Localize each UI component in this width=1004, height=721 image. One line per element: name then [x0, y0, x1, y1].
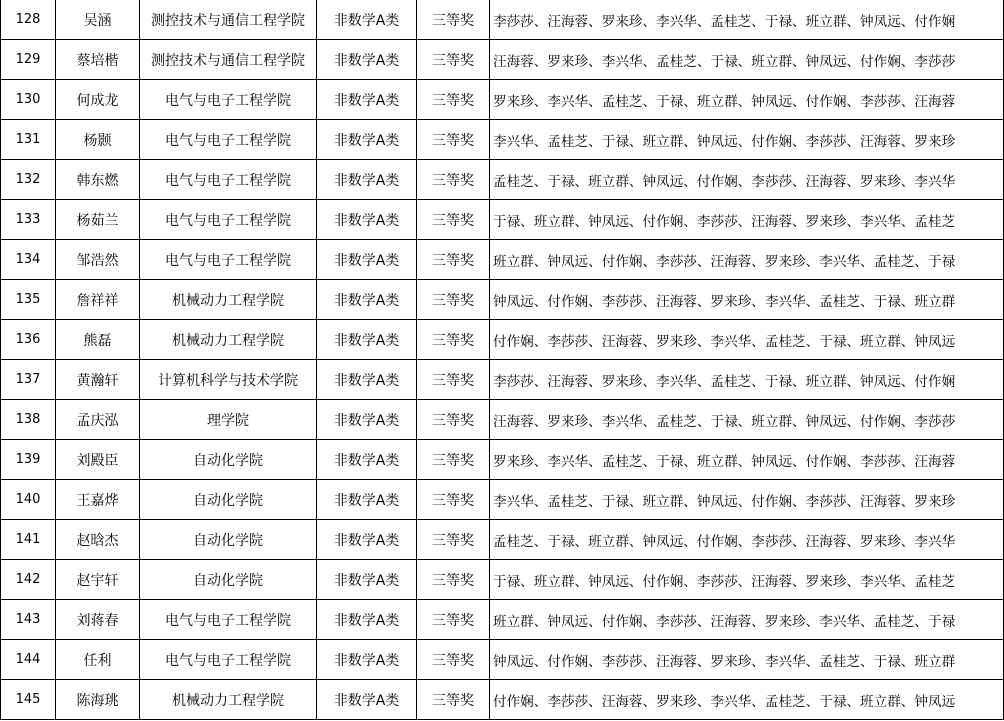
table-row	[1, 200, 1004, 240]
student-name-cell: 黄瀚轩	[56, 360, 140, 400]
competition-category-cell: 非数学A类	[317, 160, 417, 200]
table-row	[1, 440, 1004, 480]
row-number-cell: 140	[1, 480, 56, 520]
student-name-cell: 熊磊	[56, 320, 140, 360]
student-name-cell: 邹浩然	[56, 240, 140, 280]
tutor-list-cell: 付作娴、李莎莎、汪海蓉、罗来珍、李兴华、孟桂芝、于禄、班立群、钟凤远	[490, 680, 1004, 720]
tutor-list-cell: 钟凤远、付作娴、李莎莎、汪海蓉、罗来珍、李兴华、孟桂芝、于禄、班立群	[490, 640, 1004, 680]
competition-category-cell: 非数学A类	[317, 680, 417, 720]
competition-category-cell: 非数学A类	[317, 280, 417, 320]
student-name-cell: 吴涵	[56, 0, 140, 40]
table-row	[1, 320, 1004, 360]
award-level-cell: 三等奖	[417, 160, 490, 200]
table-row	[1, 640, 1004, 680]
student-name-cell: 詹祥祥	[56, 280, 140, 320]
table-row	[1, 160, 1004, 200]
award-level-cell: 三等奖	[417, 560, 490, 600]
competition-category-cell: 非数学A类	[317, 440, 417, 480]
award-level-cell: 三等奖	[417, 120, 490, 160]
row-number-cell: 135	[1, 280, 56, 320]
competition-category-cell: 非数学A类	[317, 640, 417, 680]
competition-category-cell: 非数学A类	[317, 560, 417, 600]
college-name-cell: 电气与电子工程学院	[140, 240, 317, 280]
college-name-cell: 自动化学院	[140, 520, 317, 560]
row-number-cell: 138	[1, 400, 56, 440]
college-name-cell: 电气与电子工程学院	[140, 600, 317, 640]
tutor-list-cell: 李兴华、孟桂芝、于禄、班立群、钟凤远、付作娴、李莎莎、汪海蓉、罗来珍	[490, 120, 1004, 160]
competition-category-cell: 非数学A类	[317, 600, 417, 640]
row-number-cell: 129	[1, 40, 56, 80]
row-number-cell: 139	[1, 440, 56, 480]
award-level-cell: 三等奖	[417, 480, 490, 520]
table-body	[1, 0, 1004, 720]
college-name-cell: 自动化学院	[140, 480, 317, 520]
tutor-list-cell: 汪海蓉、罗来珍、李兴华、孟桂芝、于禄、班立群、钟凤远、付作娴、李莎莎	[490, 400, 1004, 440]
tutor-list-cell: 罗来珍、李兴华、孟桂芝、于禄、班立群、钟凤远、付作娴、李莎莎、汪海蓉	[490, 80, 1004, 120]
student-name-cell: 刘蒋春	[56, 600, 140, 640]
student-name-cell: 杨茹兰	[56, 200, 140, 240]
award-level-cell: 三等奖	[417, 640, 490, 680]
tutor-list-cell: 孟桂芝、于禄、班立群、钟凤远、付作娴、李莎莎、汪海蓉、罗来珍、李兴华	[490, 160, 1004, 200]
tutor-list-cell: 孟桂芝、于禄、班立群、钟凤远、付作娴、李莎莎、汪海蓉、罗来珍、李兴华	[490, 520, 1004, 560]
table-row	[1, 80, 1004, 120]
row-number-cell: 136	[1, 320, 56, 360]
tutor-list-cell: 钟凤远、付作娴、李莎莎、汪海蓉、罗来珍、李兴华、孟桂芝、于禄、班立群	[490, 280, 1004, 320]
college-name-cell: 理学院	[140, 400, 317, 440]
table-row	[1, 480, 1004, 520]
competition-category-cell: 非数学A类	[317, 200, 417, 240]
tutor-list-cell: 于禄、班立群、钟凤远、付作娴、李莎莎、汪海蓉、罗来珍、李兴华、孟桂芝	[490, 560, 1004, 600]
student-name-cell: 王嘉烨	[56, 480, 140, 520]
student-name-cell: 赵晗杰	[56, 520, 140, 560]
competition-category-cell: 非数学A类	[317, 400, 417, 440]
college-name-cell: 测控技术与通信工程学院	[140, 0, 317, 40]
table-row	[1, 40, 1004, 80]
college-name-cell: 电气与电子工程学院	[140, 120, 317, 160]
row-number-cell: 132	[1, 160, 56, 200]
college-name-cell: 计算机科学与技术学院	[140, 360, 317, 400]
college-name-cell: 机械动力工程学院	[140, 280, 317, 320]
award-level-cell: 三等奖	[417, 320, 490, 360]
competition-category-cell: 非数学A类	[317, 240, 417, 280]
student-name-cell: 蔡培楷	[56, 40, 140, 80]
competition-category-cell: 非数学A类	[317, 360, 417, 400]
college-name-cell: 电气与电子工程学院	[140, 160, 317, 200]
award-level-cell: 三等奖	[417, 240, 490, 280]
row-number-cell: 144	[1, 640, 56, 680]
tutor-list-cell: 罗来珍、李兴华、孟桂芝、于禄、班立群、钟凤远、付作娴、李莎莎、汪海蓉	[490, 440, 1004, 480]
competition-category-cell: 非数学A类	[317, 80, 417, 120]
student-name-cell: 韩东燃	[56, 160, 140, 200]
table-row	[1, 520, 1004, 560]
student-name-cell: 孟庆泓	[56, 400, 140, 440]
row-number-cell: 134	[1, 240, 56, 280]
college-name-cell: 测控技术与通信工程学院	[140, 40, 317, 80]
table-row	[1, 240, 1004, 280]
table-row	[1, 360, 1004, 400]
award-level-cell: 三等奖	[417, 40, 490, 80]
row-number-cell: 137	[1, 360, 56, 400]
competition-category-cell: 非数学A类	[317, 40, 417, 80]
award-level-cell: 三等奖	[417, 0, 490, 40]
row-number-cell: 142	[1, 560, 56, 600]
competition-category-cell: 非数学A类	[317, 320, 417, 360]
tutor-list-cell: 班立群、钟凤远、付作娴、李莎莎、汪海蓉、罗来珍、李兴华、孟桂芝、于禄	[490, 240, 1004, 280]
tutor-list-cell: 班立群、钟凤远、付作娴、李莎莎、汪海蓉、罗来珍、李兴华、孟桂芝、于禄	[490, 600, 1004, 640]
award-level-cell: 三等奖	[417, 360, 490, 400]
award-level-cell: 三等奖	[417, 400, 490, 440]
award-level-cell: 三等奖	[417, 520, 490, 560]
college-name-cell: 自动化学院	[140, 440, 317, 480]
tutor-list-cell: 付作娴、李莎莎、汪海蓉、罗来珍、李兴华、孟桂芝、于禄、班立群、钟凤远	[490, 320, 1004, 360]
row-number-cell: 133	[1, 200, 56, 240]
college-name-cell: 自动化学院	[140, 560, 317, 600]
award-level-cell: 三等奖	[417, 680, 490, 720]
competition-category-cell: 非数学A类	[317, 0, 417, 40]
row-number-cell: 130	[1, 80, 56, 120]
table-row	[1, 0, 1004, 40]
student-name-cell: 陈海珧	[56, 680, 140, 720]
row-number-cell: 131	[1, 120, 56, 160]
college-name-cell: 机械动力工程学院	[140, 680, 317, 720]
tutor-list-cell: 李莎莎、汪海蓉、罗来珍、李兴华、孟桂芝、于禄、班立群、钟凤远、付作娴	[490, 0, 1004, 40]
college-name-cell: 机械动力工程学院	[140, 320, 317, 360]
college-name-cell: 电气与电子工程学院	[140, 200, 317, 240]
award-level-cell: 三等奖	[417, 280, 490, 320]
table-row	[1, 120, 1004, 160]
student-name-cell: 任利	[56, 640, 140, 680]
row-number-cell: 143	[1, 600, 56, 640]
college-name-cell: 电气与电子工程学院	[140, 80, 317, 120]
tutor-list-cell: 于禄、班立群、钟凤远、付作娴、李莎莎、汪海蓉、罗来珍、李兴华、孟桂芝	[490, 200, 1004, 240]
competition-category-cell: 非数学A类	[317, 520, 417, 560]
award-level-cell: 三等奖	[417, 80, 490, 120]
award-level-cell: 三等奖	[417, 200, 490, 240]
student-name-cell: 赵宇轩	[56, 560, 140, 600]
tutor-list-cell: 李莎莎、汪海蓉、罗来珍、李兴华、孟桂芝、于禄、班立群、钟凤远、付作娴	[490, 360, 1004, 400]
tutor-list-cell: 李兴华、孟桂芝、于禄、班立群、钟凤远、付作娴、李莎莎、汪海蓉、罗来珍	[490, 480, 1004, 520]
table-row	[1, 600, 1004, 640]
table-row	[1, 560, 1004, 600]
college-name-cell: 电气与电子工程学院	[140, 640, 317, 680]
row-number-cell: 141	[1, 520, 56, 560]
table-row	[1, 680, 1004, 720]
table-row	[1, 400, 1004, 440]
student-name-cell: 刘殿臣	[56, 440, 140, 480]
row-number-cell: 145	[1, 680, 56, 720]
tutor-list-cell: 汪海蓉、罗来珍、李兴华、孟桂芝、于禄、班立群、钟凤远、付作娴、李莎莎	[490, 40, 1004, 80]
competition-category-cell: 非数学A类	[317, 480, 417, 520]
competition-category-cell: 非数学A类	[317, 120, 417, 160]
row-number-cell: 128	[1, 0, 56, 40]
award-level-cell: 三等奖	[417, 600, 490, 640]
table-row	[1, 280, 1004, 320]
award-level-cell: 三等奖	[417, 440, 490, 480]
student-name-cell: 杨颢	[56, 120, 140, 160]
student-name-cell: 何成龙	[56, 80, 140, 120]
